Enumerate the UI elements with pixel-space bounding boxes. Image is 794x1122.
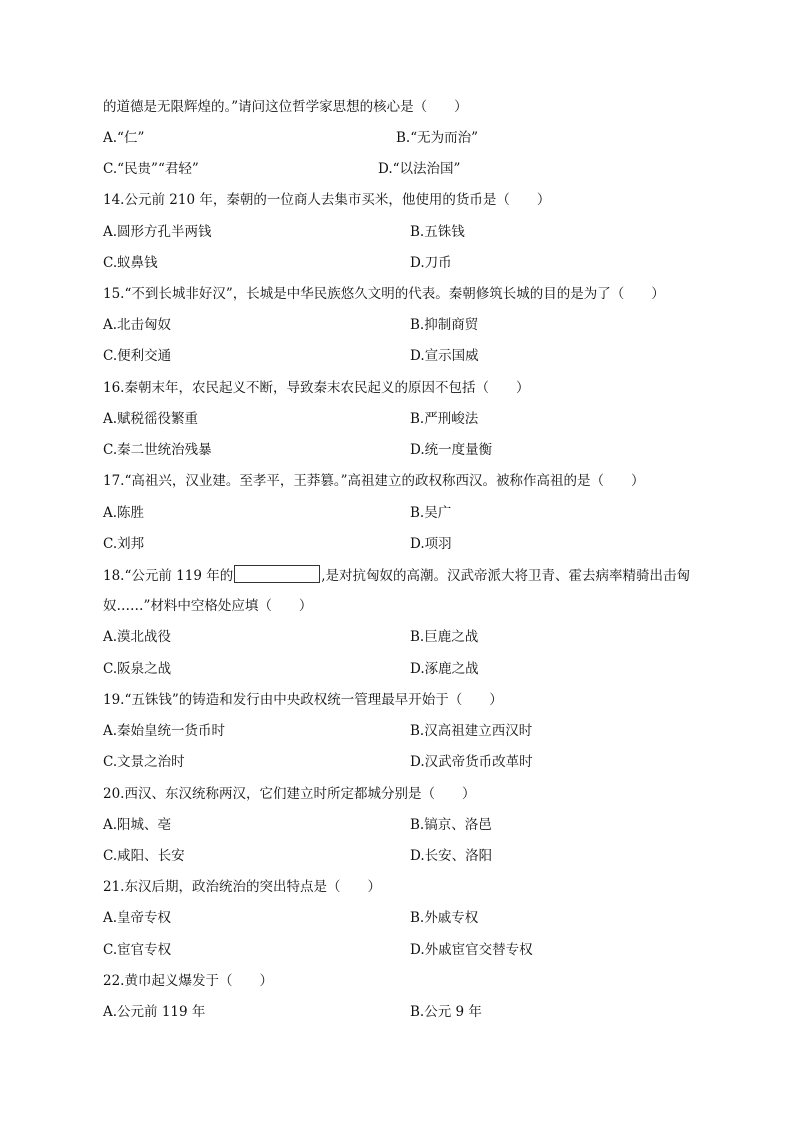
q15-option-a: A.北击匈奴 [103, 317, 172, 333]
q13-option-d: D.“以法治国” [378, 161, 461, 177]
q17-option-d: D.项羽 [410, 536, 452, 552]
q18-stem-before: 18.“公元前 119 年的 [103, 568, 234, 584]
q22-stem: 22.黄巾起义爆发于（ ） [103, 973, 273, 989]
q18-stem-line2: 奴……”材料中空格处应填（ ） [103, 598, 313, 614]
q16-option-a: A.赋税徭役繁重 [103, 411, 199, 427]
q19-option-b: B.汉高祖建立西汉时 [410, 723, 533, 739]
q22-option-b: B.公元 9 年 [410, 1004, 482, 1020]
q18-stem [103, 565, 690, 586]
q21-option-a: A.皇帝专权 [103, 910, 172, 926]
q21-option-d: D.外戚宦官交替专权 [410, 942, 533, 958]
q17-stem: 17.“高祖兴，汉业建。至孝平，王莽篡。”高祖建立的政权称西汉。被称作高祖的是（ ） [103, 473, 645, 489]
q19-option-d: D.汉武帝货币改革时 [410, 754, 533, 770]
q15-option-b: B.抑制商贸 [410, 317, 479, 333]
q14-option-d: D.刀币 [410, 255, 452, 271]
q13-option-c: C.“民贵”“君轻” [103, 161, 199, 177]
q17-option-a: A.陈胜 [103, 505, 145, 521]
q20-stem: 20.西汉、东汉统称两汉，它们建立时所定都城分别是（ ） [103, 786, 476, 802]
q19-stem: 19.“五铢钱”的铸造和发行由中央政权统一管理最早开始于（ ） [103, 692, 503, 708]
q20-option-b: B.镐京、洛邑 [410, 817, 492, 833]
q18-option-c: C.阪泉之战 [103, 661, 172, 677]
q13-stem: 的道德是无限辉煌的。”请问这位哲学家思想的核心是（ ） [103, 99, 468, 115]
q13-option-b: B.“无为而治” [396, 130, 479, 146]
q21-stem: 21.东汉后期，政治统治的突出特点是（ ） [103, 879, 381, 895]
q22-option-a: A.公元前 119 年 [103, 1004, 206, 1020]
q16-stem: 16.秦朝末年，农民起义不断，导致秦末农民起义的原因不包括（ ） [103, 380, 530, 396]
q20-option-c: C.咸阳、长安 [103, 848, 185, 864]
q18-stem-after: ,是对抗匈奴的高潮。汉武帝派大将卫青、霍去病率精骑出击匈 [321, 568, 691, 584]
q20-option-a: A.阳城、亳 [103, 817, 172, 833]
q15-stem: 15.“不到长城非好汉”，长城是中华民族悠久文明的代表。秦朝修筑长城的目的是为了（ ） [103, 286, 665, 302]
q19-option-a: A.秦始皇统一货币时 [103, 723, 226, 739]
q17-option-c: C.刘邦 [103, 536, 145, 552]
q16-option-b: B.严刑峻法 [410, 411, 479, 427]
q16-option-d: D.统一度量衡 [410, 442, 493, 458]
q18-option-b: B.巨鹿之战 [410, 629, 479, 645]
q20-option-d: D.长安、洛阳 [410, 848, 493, 864]
q16-option-c: C.秦二世统治残暴 [103, 442, 212, 458]
q18-blank-box [234, 565, 320, 583]
q15-option-d: D.宣示国威 [410, 348, 479, 364]
q19-option-c: C.文景之治时 [103, 754, 185, 770]
q15-option-c: C.便利交通 [103, 348, 172, 364]
q14-option-a: A.圆形方孔半两钱 [103, 224, 212, 240]
q21-option-b: B.外戚专权 [410, 910, 479, 926]
q14-stem: 14.公元前 210 年，秦朝的一位商人去集市买米，他使用的货币是（ ） [103, 192, 551, 208]
q14-option-c: C.蚁鼻钱 [103, 255, 158, 271]
q17-option-b: B.吴广 [410, 505, 452, 521]
q18-option-d: D.涿鹿之战 [410, 661, 479, 677]
q13-option-a: A.“仁” [103, 130, 145, 146]
q18-option-a: A.漠北战役 [103, 629, 172, 645]
q21-option-c: C.宦官专权 [103, 942, 172, 958]
q14-option-b: B.五铢钱 [410, 224, 465, 240]
